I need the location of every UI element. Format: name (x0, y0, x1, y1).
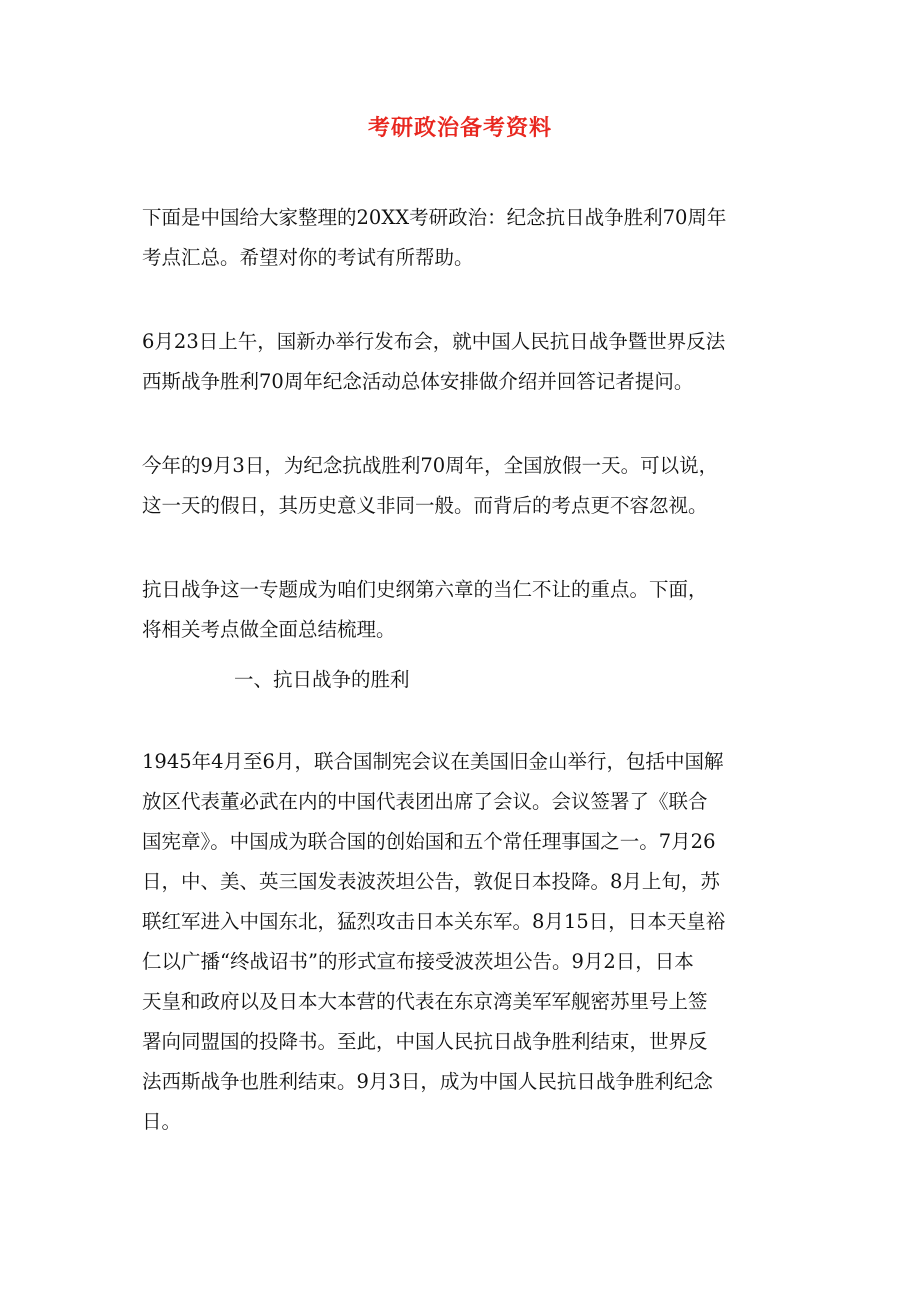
paragraph-line: 1945年4月至6月，联合国制宪会议在美国旧金山举行，包括中国解 (142, 750, 724, 773)
paragraph-line: 今年的9月3日，为纪念抗战胜利70周年，全国放假一天。可以说， (142, 454, 719, 477)
paragraph-line: 法西斯战争也胜利结束。9月3日，成为中国人民抗日战争胜利纪念 (142, 1070, 713, 1093)
paragraph-line: 西斯战争胜利70周年纪念活动总体安排做介绍并回答记者提问。 (142, 370, 694, 393)
paragraph-line: 考点汇总。希望对你的考试有所帮助。 (142, 246, 474, 269)
press-conference-paragraph (142, 322, 782, 402)
paragraph-line: 6月23日上午，国新办举行发布会，就中国人民抗日战争暨世界反法 (142, 330, 726, 353)
intro-paragraph (142, 198, 782, 278)
paragraph-line: 仁以广播“终战诏书”的形式宣布接受波茨坦公告。9月2日，日本 (142, 950, 694, 973)
paragraph-line: 抗日战争这一专题成为咱们史纲第六章的当仁不让的重点。下面， (142, 578, 708, 601)
topic-paragraph (142, 570, 782, 650)
paragraph-line: 联红军进入中国东北，猛烈攻击日本关东军。8月15日，日本天皇裕 (142, 910, 726, 933)
document-title: 考研政治备考资料 (367, 115, 552, 141)
paragraph-line: 署向同盟国的投降书。至此，中国人民抗日战争胜利结束，世界反 (142, 1030, 708, 1053)
paragraph-line: 日。 (142, 1110, 182, 1133)
paragraph-line: 日，中、美、英三国发表波茨坦公告，敦促日本投降。8月上旬，苏 (142, 870, 720, 893)
holiday-paragraph (142, 446, 782, 526)
paragraph-line: 这一天的假日，其历史意义非同一般。而背后的考点更不容忽视。 (142, 494, 708, 517)
paragraph-line: 国宪章》。中国成为联合国的创始国和五个常任理事国之一。7月26 (142, 830, 716, 853)
paragraph-line: 下面是中国给大家整理的20XX考研政治：纪念抗日战争胜利70周年 (142, 206, 727, 229)
victory-paragraph (142, 742, 782, 1142)
section-heading: 一、抗日战争的胜利 (234, 668, 410, 691)
paragraph-line: 天皇和政府以及日本大本营的代表在东京湾美军军舰密苏里号上签 (142, 990, 708, 1013)
paragraph-line: 放区代表董必武在内的中国代表团出席了会议。会议签署了《联合 (142, 790, 708, 813)
paragraph-line: 将相关考点做全面总结梳理。 (142, 618, 396, 641)
